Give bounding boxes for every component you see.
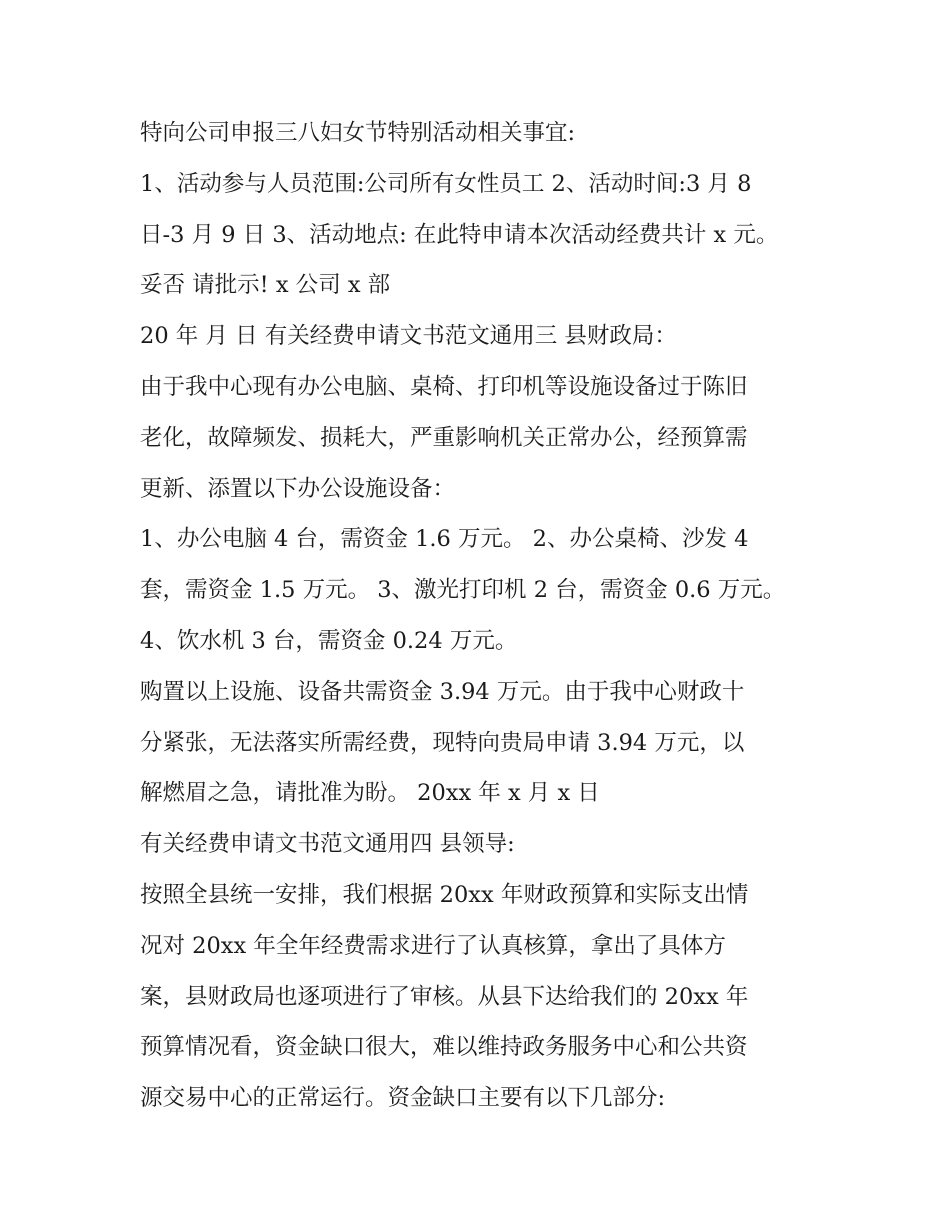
text-line: 特向公司申报三八妇女节特别活动相关事宜: bbox=[140, 120, 576, 146]
text-line: 按照全县统一安排，我们根据 20xx 年财政预算和实际支出情 bbox=[140, 881, 749, 908]
text-line: 况对 20xx 年全年经费需求进行了认真核算，拿出了具体方 bbox=[140, 932, 726, 959]
text-line: 分紧张，无法落实所需经费，现特向贵局申请 3.94 万元，以 bbox=[140, 729, 745, 756]
text-line: 老化，故障频发、损耗大，严重影响机关正常办公，经预算需 bbox=[140, 424, 748, 451]
text-line: 套，需资金 1.5 万元。 3、激光打印机 2 台，需资金 0.6 万元。 bbox=[140, 577, 786, 604]
text-line: 由于我中心现有办公电脑、桌椅、打印机等设施设备过于陈旧 bbox=[140, 373, 748, 400]
text-line: 案，县财政局也逐项进行了审核。从县下达给我们的 20xx 年 bbox=[140, 983, 749, 1010]
text-line: 源交易中心的正常运行。资金缺口主要有以下几部分: bbox=[140, 1085, 666, 1112]
text-line: 1、活动参与人员范围:公司所有女性员工 2、活动时间:3 月 8 bbox=[140, 170, 752, 197]
text-line: 日-3 月 9 日 3、活动地点: 在此特申请本次活动经费共计 x 元。 bbox=[140, 221, 779, 248]
text-line: 妥否 请批示! x 公司 x 部 bbox=[140, 272, 391, 299]
text-line: 购置以上设施、设备共需资金 3.94 万元。由于我中心财政十 bbox=[140, 678, 745, 705]
text-line: 1、办公电脑 4 台，需资金 1.6 万元。 2、办公桌椅、沙发 4 bbox=[140, 526, 749, 553]
text-line: 更新、添置以下办公设施设备： bbox=[140, 475, 456, 502]
text-line: 有关经费申请文书范文通用四 县领导: bbox=[140, 831, 515, 858]
text-line: 4、饮水机 3 台，需资金 0.24 万元。 bbox=[140, 627, 518, 654]
document-body bbox=[140, 108, 820, 1124]
text-line: 预算情况看，资金缺口很大，难以维持政务服务中心和公共资 bbox=[140, 1034, 748, 1061]
text-line: 解燃眉之急，请批准为盼。 20xx 年 x 月 x 日 bbox=[140, 780, 600, 807]
text-line: 20 年 月 日 有关经费申请文书范文通用三 县财政局： bbox=[140, 323, 677, 350]
